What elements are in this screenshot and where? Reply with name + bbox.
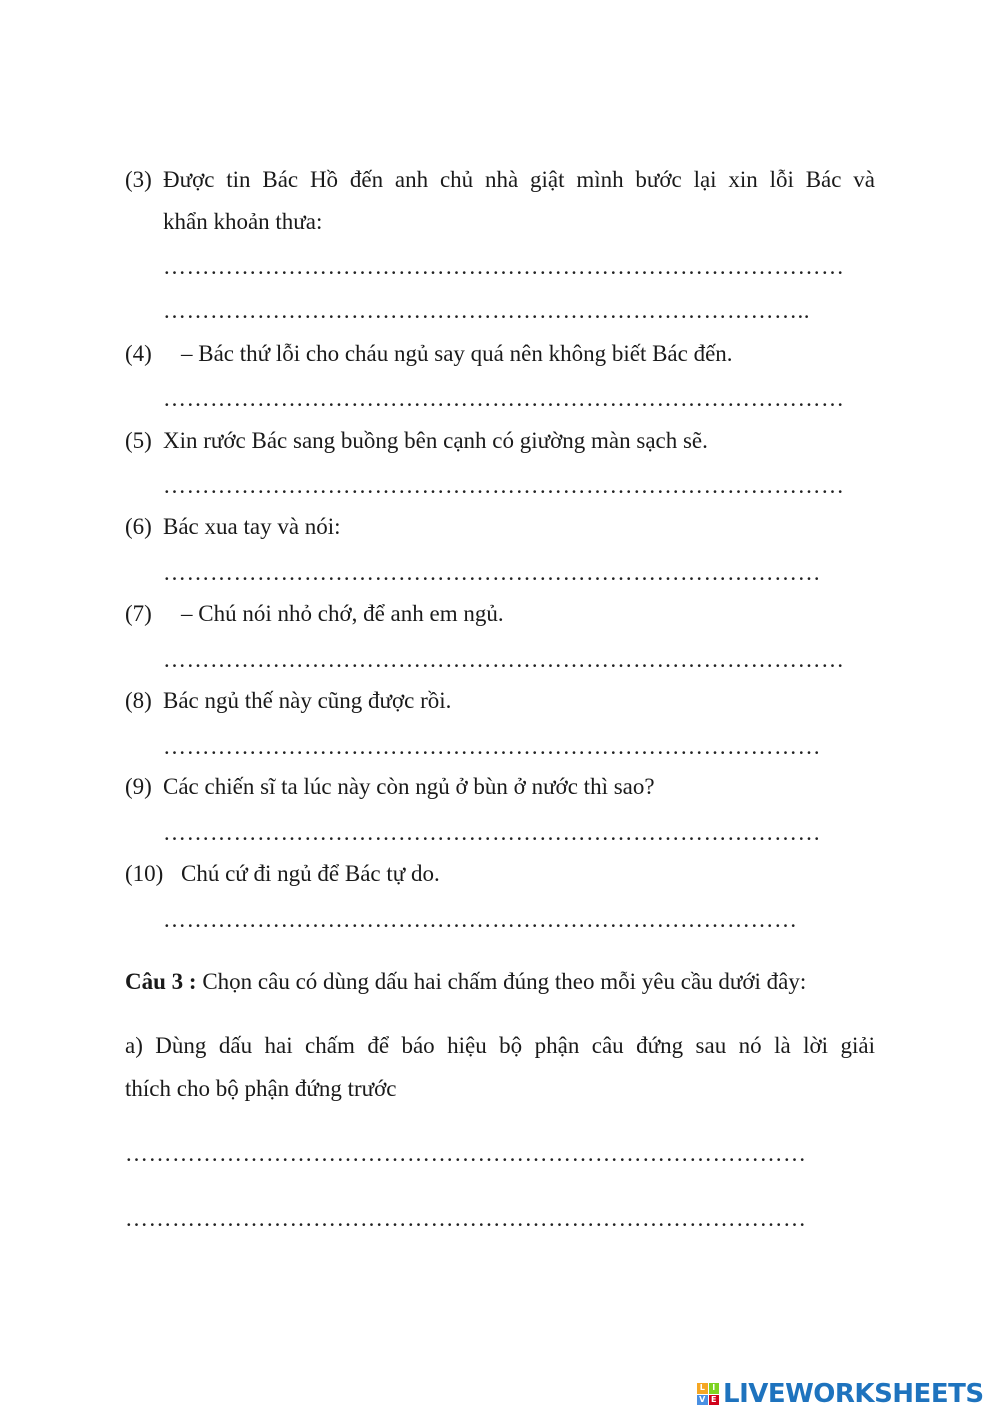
item-number: (10) <box>125 861 164 886</box>
question-3a-line1: a) Dùng dấu hai chấm để báo hiệu bộ phận câu đứng sau nó là lời giải <box>125 1033 875 1058</box>
item-text: Bác xua tay và nói: <box>163 514 341 539</box>
item-number: (5) <box>125 428 152 453</box>
answer-line[interactable]: ………………………………………………………………………… <box>163 820 821 845</box>
logo-mark-cell: E <box>709 1395 720 1406</box>
item-text-line2: khẩn khoản thưa: <box>163 209 323 234</box>
question-3a-line2: thích cho bộ phận đứng trước <box>125 1076 397 1101</box>
item-number: (7) <box>125 601 152 626</box>
item-number: (4) <box>125 341 152 366</box>
logo-mark-icon <box>697 1383 719 1405</box>
item-text: Xin rước Bác sang buồng bên cạnh có giường màn sạch sẽ. <box>163 428 708 453</box>
logo-text: LIVEWORKSHEETS <box>723 1379 984 1409</box>
item-text: – Chú nói nhỏ chớ, để anh em ngủ. <box>181 601 504 626</box>
answer-line[interactable]: …………………………………………………………………………… <box>163 254 845 279</box>
answer-line[interactable]: …………………………………………………………………………… <box>163 386 845 411</box>
answer-line[interactable]: …………………………………………………………………………… <box>163 647 845 672</box>
item-3-continuation <box>163 208 322 236</box>
logo-mark-cell: I <box>709 1383 720 1394</box>
logo-mark-cell: L <box>697 1383 708 1394</box>
item-text: Các chiến sĩ ta lúc này còn ngủ ở bùn ở nước thì sao? <box>163 774 655 799</box>
answer-line[interactable]: ………………………………………………………………………… <box>163 560 821 585</box>
item-number: (3) <box>125 167 152 192</box>
question-3 <box>125 968 806 996</box>
answer-line[interactable]: ………………………………………………………………………… <box>163 734 821 759</box>
answer-line[interactable]: …………………………………………………………………………… <box>125 1206 807 1231</box>
item-number: (8) <box>125 688 152 713</box>
answer-line[interactable]: …………………………………………………………………………… <box>163 473 845 498</box>
answer-line[interactable]: …………………………………………………………………………… <box>125 1141 807 1166</box>
item-text: Được tin Bác Hồ đến anh chủ nhà giật mình bước lại xin lỗi Bác và <box>163 167 875 192</box>
question-label: Câu 3 : <box>125 969 197 994</box>
answer-line[interactable]: ……………………………………………………………………….. <box>163 298 810 323</box>
item-number: (6) <box>125 514 152 539</box>
item-number: (9) <box>125 774 152 799</box>
answer-line[interactable]: ……………………………………………………………………… <box>163 907 798 932</box>
logo-mark-cell: V <box>697 1395 708 1406</box>
item-text: Chú cứ đi ngủ để Bác tự do. <box>181 861 440 886</box>
question-text: Chọn câu có dùng dấu hai chấm đúng theo mỗi yêu cầu dưới đây: <box>196 969 807 994</box>
item-text: – Bác thứ lỗi cho cháu ngủ say quá nên không biết Bác đến. <box>181 341 733 366</box>
liveworksheets-logo <box>697 1379 984 1409</box>
item-text: Bác ngủ thế này cũng được rồi. <box>163 688 452 713</box>
